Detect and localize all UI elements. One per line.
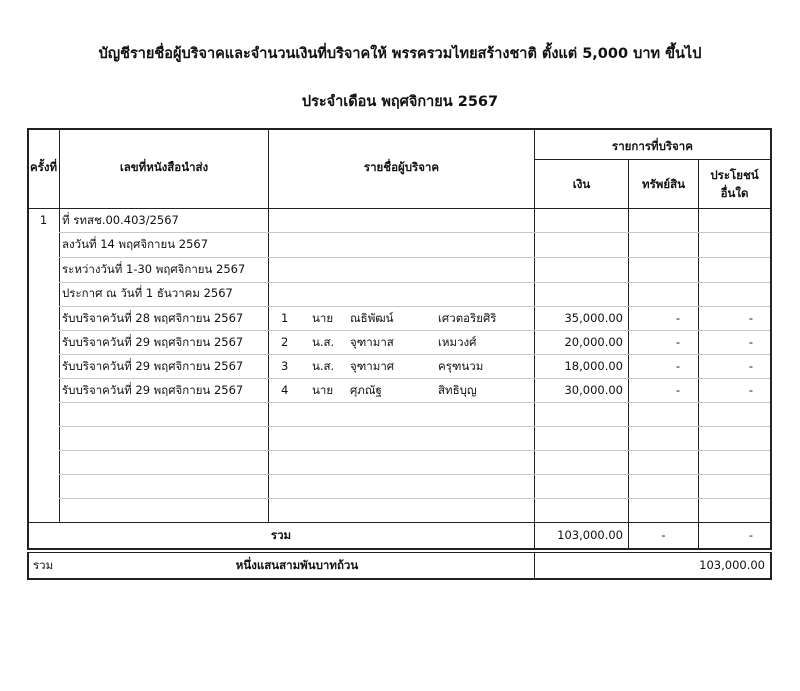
donor-property: -	[675, 383, 681, 397]
letter-line: ลงวันที่ 14 พฤศจิกายน 2567	[62, 237, 209, 251]
donor-number: 1	[281, 311, 289, 325]
grand-total-amount: 103,000.00	[699, 558, 765, 572]
received-date: รับบริจาควันที่ 29 พฤศจิกายน 2567	[62, 359, 244, 373]
header-round: ครั้งที่	[29, 160, 58, 174]
donor-money: 35,000.00	[564, 311, 623, 325]
donor-last-name: ครุฑนวม	[438, 359, 484, 373]
donor-property: -	[675, 311, 681, 325]
subtotal-money: 103,000.00	[557, 528, 623, 542]
header-other-benefit-1: ประโยชน์	[710, 168, 759, 182]
subtotal-other-benefit: -	[748, 528, 753, 542]
header-money: เงิน	[572, 177, 591, 191]
donor-other-benefit: -	[748, 335, 753, 349]
subtotal-property: -	[661, 528, 666, 542]
donor-first-name: จุฑามาส	[350, 335, 394, 349]
donor-last-name: เศวตอริยศิริ	[438, 311, 497, 325]
donor-last-name: สิทธิบุญ	[438, 383, 477, 397]
donor-number: 3	[281, 359, 289, 373]
donor-other-benefit: -	[748, 359, 753, 373]
donor-number: 4	[281, 383, 289, 397]
donor-money: 20,000.00	[564, 335, 623, 349]
header-property: ทรัพย์สิน	[642, 177, 685, 191]
subtotal-label: รวม	[270, 528, 292, 542]
received-date: รับบริจาควันที่ 29 พฤศจิกายน 2567	[62, 335, 244, 349]
donor-prefix: น.ส.	[312, 335, 335, 349]
donor-first-name: ณธิพัฒน์	[350, 311, 394, 325]
donor-money: 18,000.00	[564, 359, 623, 373]
received-date: รับบริจาควันที่ 28 พฤศจิกายน 2567	[62, 311, 244, 325]
donor-property: -	[675, 335, 681, 349]
letter-line: ที่ รทสช.00.403/2567	[62, 213, 179, 227]
header-other-benefit-2: อื่นใด	[720, 186, 749, 200]
document-subtitle: ประจำเดือน พฤศจิกายน 2567	[301, 94, 499, 110]
grand-total-label: รวม	[33, 558, 54, 572]
donor-first-name: จุฑามาศ	[350, 359, 395, 373]
document-title: บัญชีรายชื่อผู้บริจาคและจำนวนเงินที่บริจาคให้ พรรครวมไทยสร้างชาติ ตั้งแต่ 5,000 บาท ขึ้นไป	[98, 46, 702, 62]
grand-total-in-words: หนึ่งแสนสามพันบาทถ้วน	[235, 558, 359, 572]
header-letter-no: เลขที่หนังสือนำส่ง	[119, 160, 209, 174]
donor-other-benefit: -	[748, 383, 753, 397]
received-date: รับบริจาควันที่ 29 พฤศจิกายน 2567	[62, 383, 244, 397]
donor-money: 30,000.00	[564, 383, 623, 397]
donor-first-name: ศุภณัฐ	[350, 383, 382, 397]
donor-last-name: เหมวงศ์	[438, 335, 477, 349]
header-donor-names: รายชื่อผู้บริจาค	[363, 160, 440, 174]
donor-property: -	[675, 359, 681, 373]
donor-other-benefit: -	[748, 311, 753, 325]
letter-line: ระหว่างวันที่ 1-30 พฤศจิกายน 2567	[62, 262, 246, 276]
header-donation-items: รายการที่บริจาค	[612, 139, 693, 153]
donor-prefix: นาย	[312, 311, 334, 325]
letter-line: ประกาศ ณ วันที่ 1 ธันวาคม 2567	[62, 286, 233, 300]
donor-prefix: น.ส.	[312, 359, 335, 373]
donor-number: 2	[281, 335, 289, 349]
donor-prefix: นาย	[312, 383, 334, 397]
round-number: 1	[39, 213, 48, 227]
